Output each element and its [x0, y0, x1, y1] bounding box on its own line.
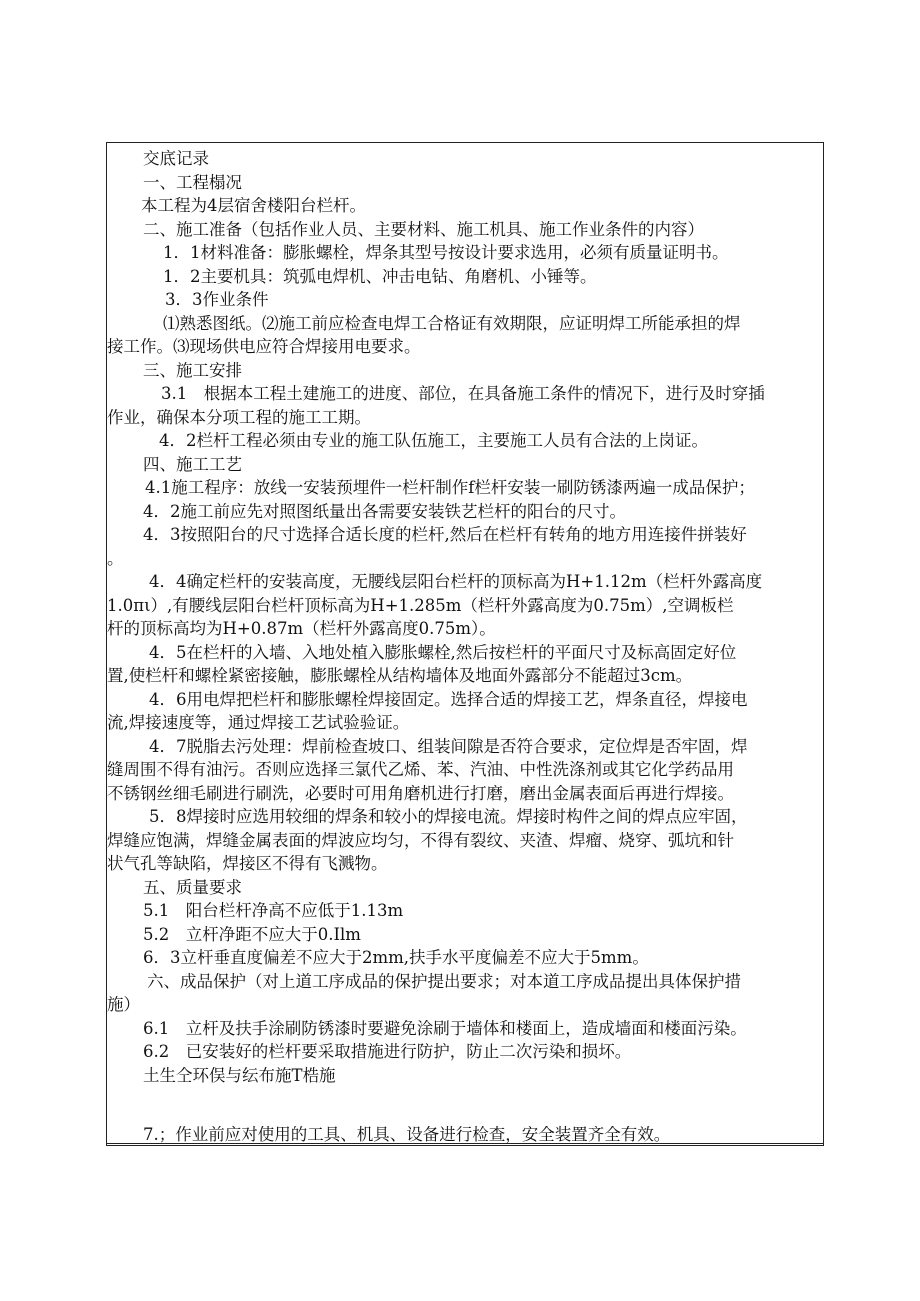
section-4-item-8-line-1: 5．8焊接时应选用较细的焊条和较小的焊接电流。焊接时构件之间的焊点应牢固，: [149, 807, 748, 826]
section-3-item-1-line-2: 作业，确保本分项工程的施工工期。: [107, 407, 371, 427]
section-4-item-4-line-1: 4．4确定栏杆的安装高度，无腰线层阳台栏杆的顶标高为H+1.12m（栏杆外露高度: [149, 572, 763, 591]
section-4-item-4-line-2: 1.0πι）,有腰线层阳台栏杆顶标高为H+1.285m（栏杆外露高度为0.75m）,空调板栏: [107, 595, 734, 615]
section-6-heading-line-1: 六、成品保护（对上道工序成品的保护提出要求；对本道工序成品提出具体保护措: [147, 971, 741, 991]
section-4-item-2: 4．2施工前应先对照图纸量出各需要安装铁艺栏杆的阳台的尺寸。: [143, 501, 626, 521]
section-1-heading: 一、工程榻况: [143, 172, 242, 192]
section-1-text: 本工程为4层宿舍楼阳台栏杆。: [141, 196, 366, 215]
section-4-item-8-line-2: 焊缝应饱满，焊缝金属表面的焊波应均匀，不得有裂纹、夹渣、焊瘤、烧穿、弧坑和针: [107, 830, 734, 850]
section-4-item-7-line-2: 缝周围不得有油污。否则应选择三氯代乙烯、苯、汽油、中性洗涤剂或其它化学药品用: [107, 760, 734, 779]
section-4-item-6-line-2: 流,焊接速度等，通过焊接工艺试验验证。: [107, 713, 410, 732]
section-4-item-5-line-1: 4．5在栏杆的入墙、入地处植入膨胀螺栓,然后按栏杆的平面尺寸及标高固定好位: [149, 642, 737, 662]
section-2-item-1: 1．1材料准备：膨胀螺栓，焊条其型号按设计要求选用，必须有质量证明书。: [163, 243, 729, 262]
section-4-item-6-line-1: 4．6用电焊把栏杆和膨胀螺栓焊接固定。选择合适的焊接工艺，焊条直径，焊接电: [149, 689, 748, 709]
section-4-item-3-line-1: 4．3按照阳台的尺寸选择合适长度的栏杆,然后在栏杆有转角的地方用连接件拼装好: [143, 525, 747, 544]
section-4-item-1: 4.1施工程序：放线一安装预埋件一栏杆制作f栏杆安装一刷防锈漆两遍一成品保护；: [145, 478, 755, 497]
section-2-item-4-line-2: 接工作。⑶现场供电应符合焊接用电要求。: [107, 337, 421, 356]
section-3-item-2: 4．2栏杆工程必须由专业的施工队伍施工，主要施工人员有合法的上岗证。: [159, 431, 708, 450]
section-7-heading: 土生仝环俣与纭布施T梏施: [143, 1065, 336, 1085]
section-4-item-4-line-3: 杆的顶标高均为H+0.87m（栏杆外露高度0.75m）。: [107, 619, 496, 638]
section-2-item-2: 1．2主要机具：筑弧电焊机、冲击电钻、角磨机、小锤等。: [163, 266, 597, 286]
section-6-item-2: 6.2 已安装好的栏杆要采取措施进行防护，防止二次污染和损坏。: [143, 1042, 632, 1061]
section-5-item-2: 5.2 立杆净距不应大于0.Ilm: [143, 924, 361, 944]
section-6-item-1: 6.1 立杆及扶手涂刷防锈漆时要避免涂刷于墙体和楼面上，造成墙面和楼面污染。: [143, 1018, 747, 1038]
section-2-item-4-line-1: ⑴熟悉图纸。⑵施工前应检查电焊工合格证有效期限，应证明焊工所能承担的焊: [163, 313, 741, 333]
section-4-item-3-line-2: 。: [107, 548, 124, 568]
section-3-item-1-line-1: 3.1 根据本工程土建施工的进度、部位，在具备施工条件的情况下，进行及时穿插: [161, 384, 765, 403]
section-5-heading: 五、质量要求: [143, 877, 242, 897]
section-4-item-7-line-3: 不锈钢丝细毛刷进行刷洗，必要时可用角磨机进行打磨，磨出金属表面后再进行焊接。: [107, 783, 734, 803]
section-2-heading: 二、施工准备（包括作业人员、主要材料、施工机具、施工作业条件的内容）: [143, 219, 704, 239]
section-4-item-5-line-2: 置,使栏杆和螺栓紧密接触，膨胀螺栓从结构墙体及地面外露部分不能超过3cm。: [107, 666, 693, 685]
section-6-heading-line-2: 施）: [107, 995, 140, 1014]
section-5-item-1: 5.1 阳台栏杆净高不应低于1.13m: [143, 901, 404, 920]
section-5-item-3: 6．3立杆垂直度偏差不应大于2mm,扶手水平度偏差不应大于5mm。: [143, 948, 649, 967]
section-4-item-8-line-3: 状气孔等缺陷，焊接区不得有飞溅物。: [107, 854, 388, 873]
section-3-heading: 三、施工安排: [143, 360, 242, 380]
section-7-item-1: 7.；作业前应对使用的工具、机具、设备进行检查，安全装置齐全有效。: [143, 1125, 671, 1144]
section-4-item-7-line-1: 4．7脱脂去污处理：焊前检查坡口、组装间隙是否符合要求，定位焊是否牢固，焊: [149, 736, 748, 756]
disclosure-record-box: [106, 142, 824, 1146]
record-title: 交底记录: [143, 149, 209, 168]
section-4-heading: 四、施工工艺: [143, 454, 242, 474]
record-content: [107, 147, 819, 1087]
section-2-item-3: 3．3作业条件: [165, 290, 269, 309]
